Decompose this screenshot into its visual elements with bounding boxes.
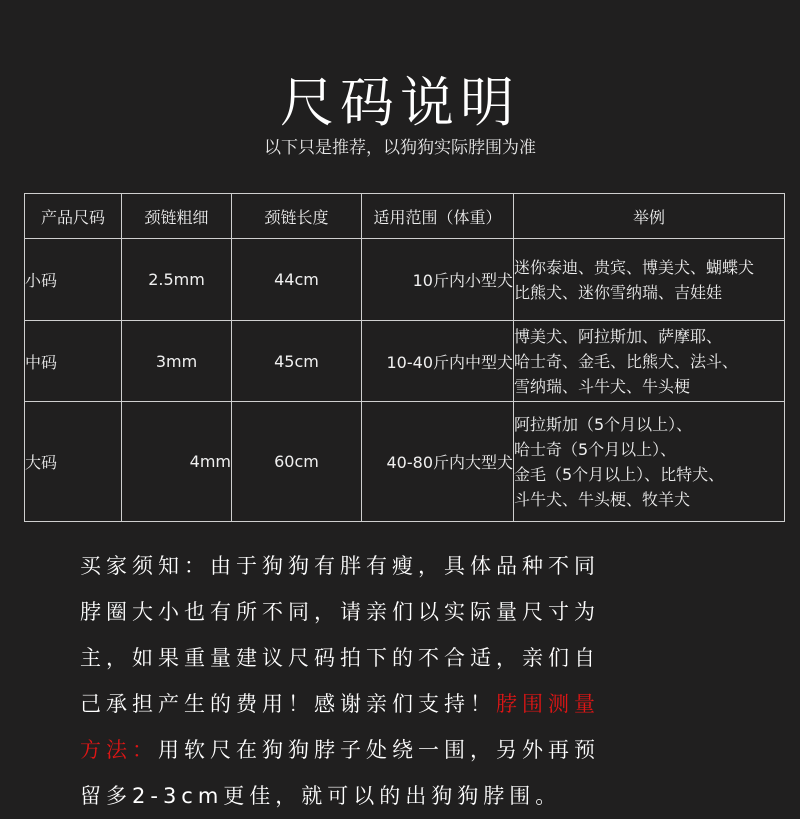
header-range: 适用范围（体重） bbox=[362, 194, 514, 239]
cell-size: 中码 bbox=[25, 321, 122, 402]
cell-length: 44cm bbox=[232, 239, 362, 321]
example-line: 比熊犬、迷你雪纳瑞、吉娃娃 bbox=[514, 282, 723, 302]
cell-examples bbox=[514, 402, 785, 522]
cell-size: 小码 bbox=[25, 239, 122, 321]
cell-length: 45cm bbox=[232, 321, 362, 402]
cell-range: 10斤内小型犬 bbox=[362, 239, 514, 321]
notice-line-1: 买家须知：由于狗狗有胖有瘦，具体品种不同 bbox=[80, 554, 600, 578]
notice-line-5-text: 用软尺在狗狗脖子处绕一围，另外再预 bbox=[158, 738, 600, 762]
notice-line-5 bbox=[80, 727, 720, 773]
table-row bbox=[25, 402, 785, 522]
example-line: 斗牛犬、牛头梗、牧羊犬 bbox=[514, 489, 691, 509]
cell-thickness: 4mm bbox=[122, 402, 232, 522]
example-line: 哈士奇、金毛、比熊犬、法斗、 bbox=[514, 351, 739, 371]
cell-range: 40-80斤内大型犬 bbox=[362, 402, 514, 522]
header-length: 颈链长度 bbox=[232, 194, 362, 239]
cell-thickness: 2.5mm bbox=[122, 239, 232, 321]
example-line: 阿拉斯加（5个月以上）、 bbox=[514, 414, 693, 434]
cell-range: 10-40斤内中型犬 bbox=[362, 321, 514, 402]
example-line: 金毛（5个月以上）、比特犬、 bbox=[514, 464, 725, 484]
notice-line-3: 主，如果重量建议尺码拍下的不合适，亲们自 bbox=[80, 646, 600, 670]
page-title: 尺码说明 bbox=[280, 71, 520, 134]
example-line: 迷你泰迪、贵宾、博美犬、蝴蝶犬 bbox=[514, 257, 755, 277]
size-table bbox=[24, 193, 785, 522]
header-examples: 举例 bbox=[514, 194, 785, 239]
buyer-notice bbox=[80, 543, 720, 819]
cell-thickness: 3mm bbox=[122, 321, 232, 402]
example-line: 雪纳瑞、斗牛犬、牛头梗 bbox=[514, 376, 691, 396]
cell-size: 大码 bbox=[25, 402, 122, 522]
example-line: 博美犬、阿拉斯加、萨摩耶、 bbox=[514, 326, 723, 346]
table-header-row bbox=[25, 194, 785, 239]
header-size: 产品尺码 bbox=[25, 194, 122, 239]
notice-line-2: 脖圈大小也有所不同，请亲们以实际量尺寸为 bbox=[80, 600, 600, 624]
header-thickness: 颈链粗细 bbox=[122, 194, 232, 239]
example-line: 哈士奇（5个月以上）、 bbox=[514, 439, 677, 459]
notice-line-6: 留多2-3cm更佳，就可以的出狗狗脖围。 bbox=[80, 784, 562, 808]
cell-examples bbox=[514, 239, 785, 321]
page-subtitle: 以下只是推荐，以狗狗实际脖围为准 bbox=[264, 138, 536, 158]
measure-method-heading: 脖围测量 bbox=[496, 692, 600, 716]
table-row bbox=[25, 239, 785, 321]
table-row bbox=[25, 321, 785, 402]
notice-line-4 bbox=[80, 681, 720, 727]
cell-length: 60cm bbox=[232, 402, 362, 522]
notice-line-4-text: 己承担产生的费用！感谢亲们支持！ bbox=[80, 692, 496, 716]
measure-method-label: 方法： bbox=[80, 738, 158, 762]
cell-examples bbox=[514, 321, 785, 402]
